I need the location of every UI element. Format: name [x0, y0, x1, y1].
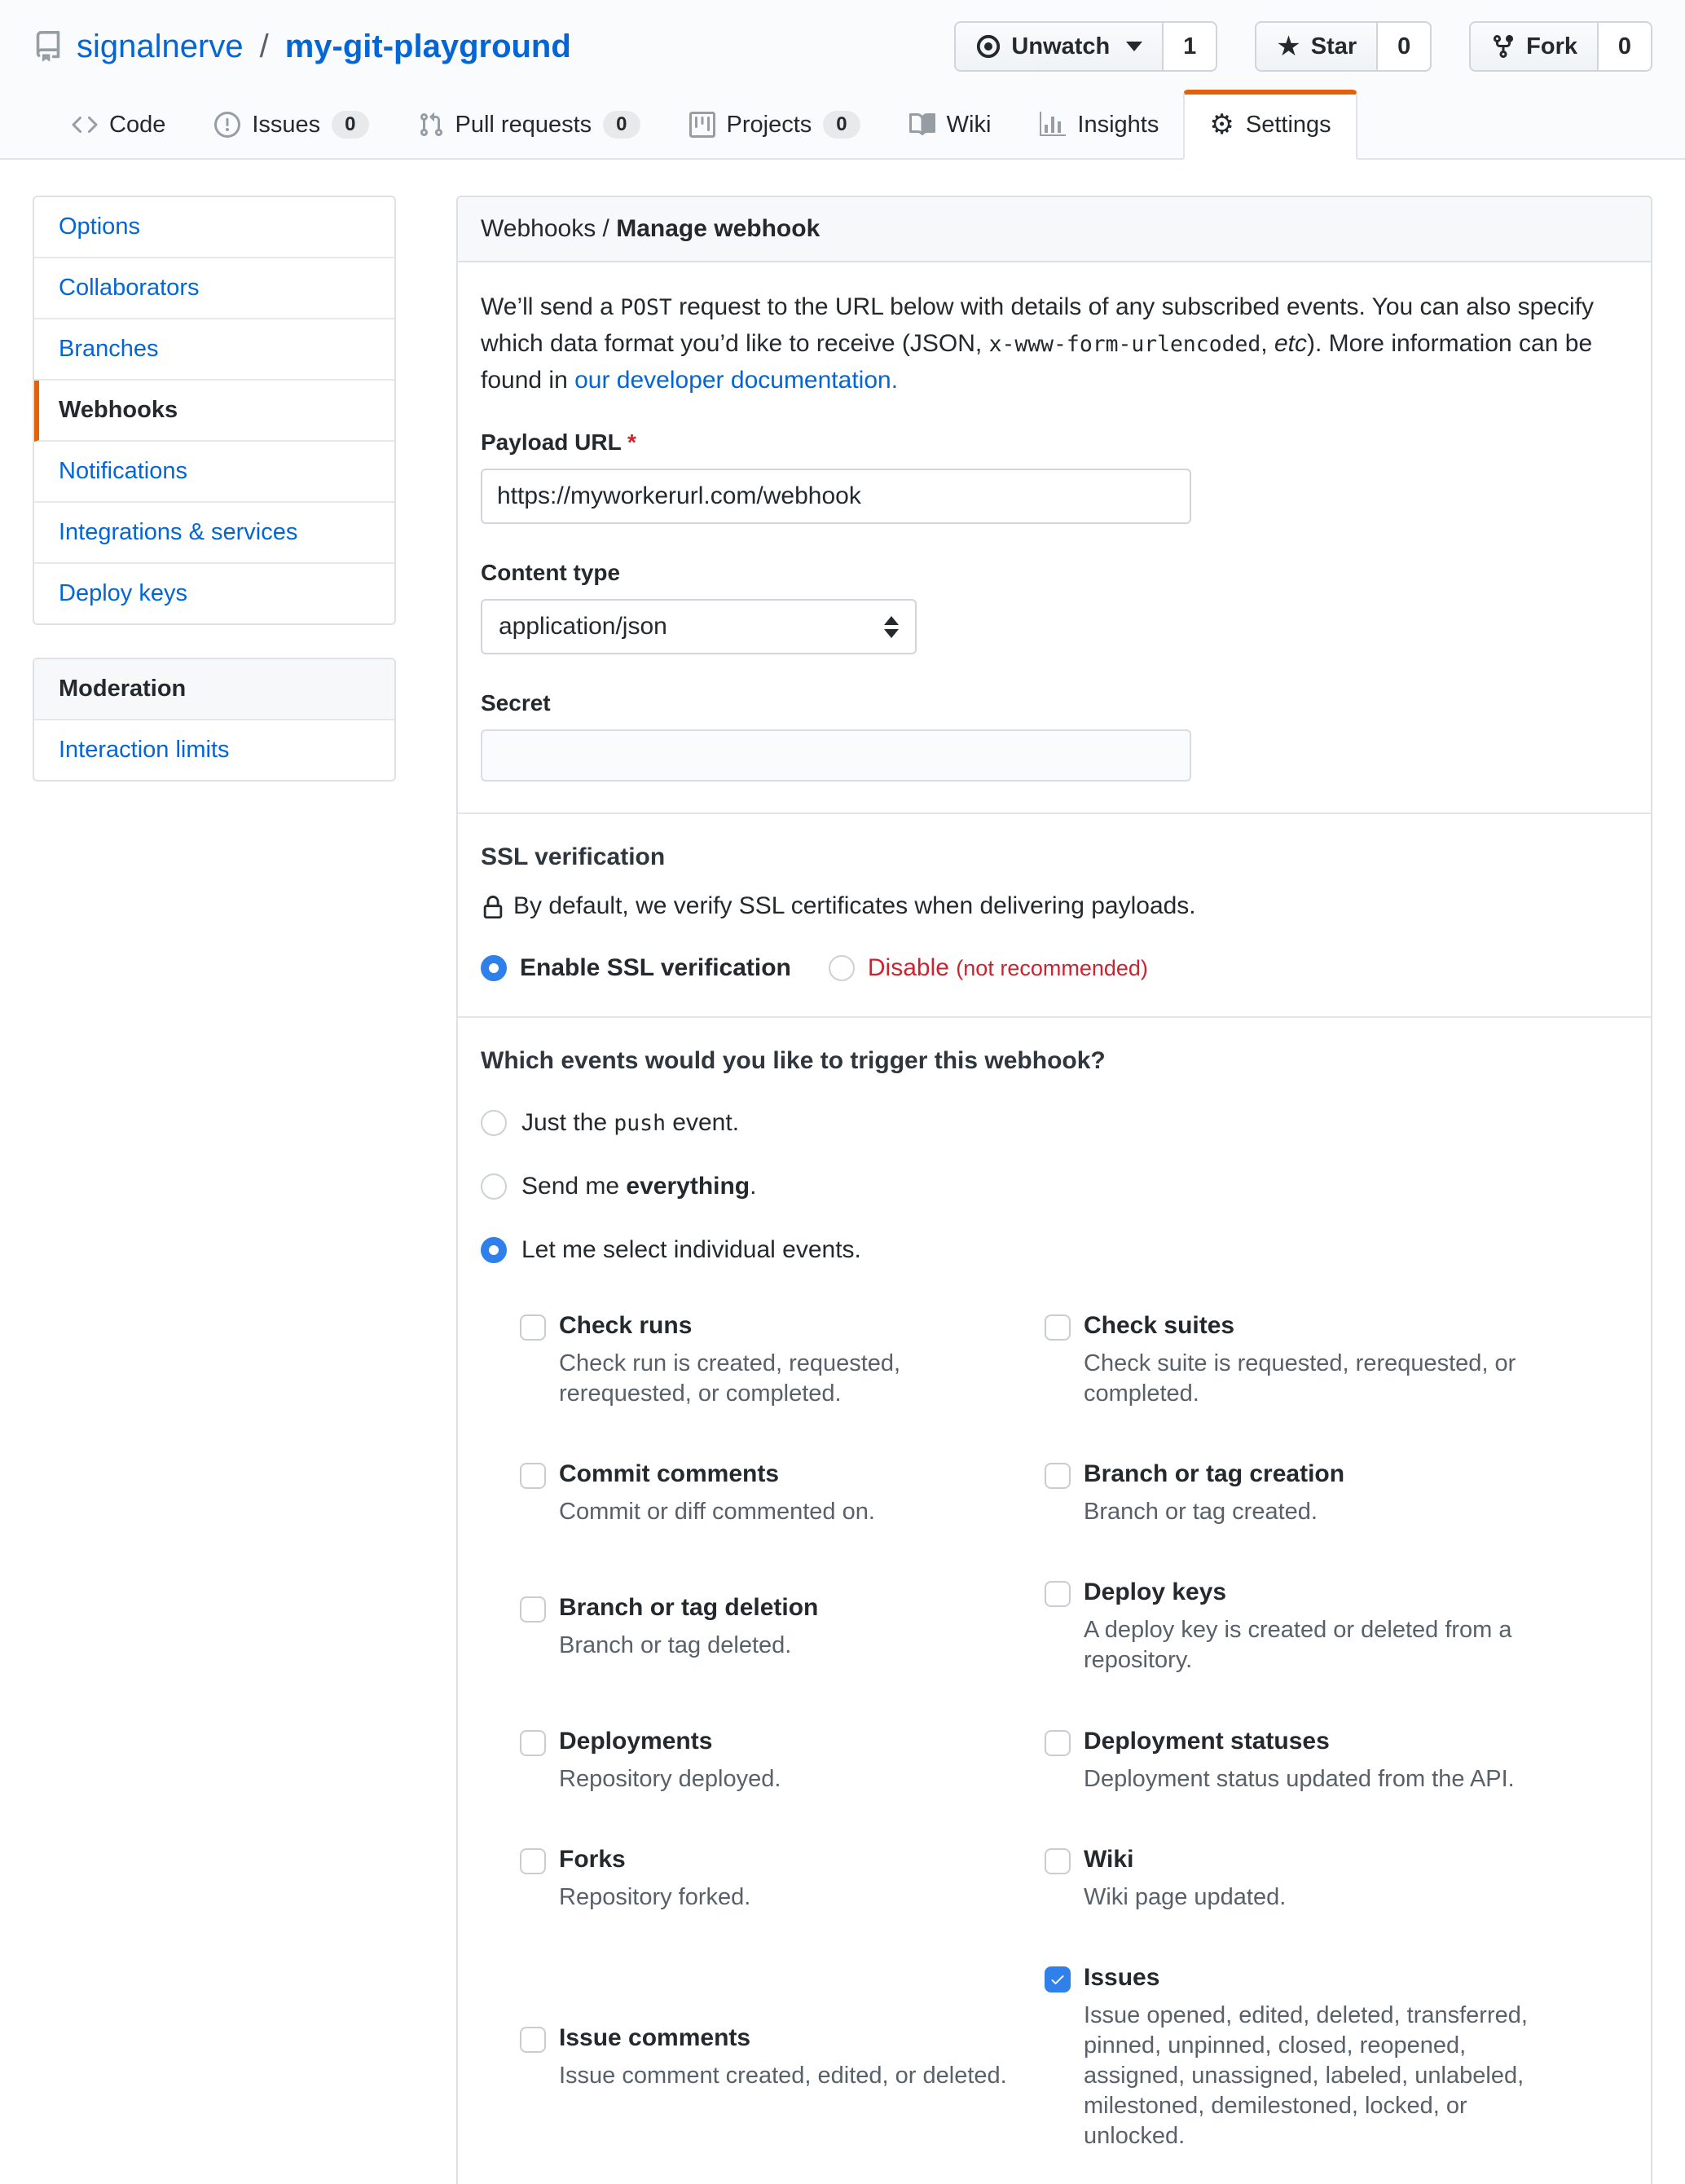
sidebar-item-options[interactable]: Options: [34, 197, 394, 258]
enable-ssl-option: [481, 954, 791, 982]
event-title: Deployments: [559, 1727, 713, 1755]
post-code-text: POST: [620, 295, 672, 320]
pull-requests-counter: 0: [603, 111, 640, 139]
moderation-items: [34, 720, 394, 780]
event-checkbox-deployment-statuses[interactable]: [1045, 1730, 1071, 1756]
secret-label: Secret: [481, 690, 551, 716]
breadcrumb-separator: /: [596, 215, 617, 242]
caret-down-icon: [1126, 42, 1142, 51]
settings-sidebar: [33, 196, 396, 782]
fork-icon: [1490, 33, 1516, 59]
repo-owner-link[interactable]: signalnerve: [77, 28, 244, 64]
project-icon: [689, 112, 715, 138]
event-checkbox-commit-comments[interactable]: [520, 1463, 546, 1489]
fork-count[interactable]: 0: [1599, 21, 1652, 72]
event-item-wiki: [1045, 1845, 1628, 1913]
enable-ssl-label: Enable SSL verification: [520, 954, 791, 981]
projects-counter: 0: [823, 111, 860, 139]
sidebar-item-webhooks[interactable]: Webhooks: [34, 381, 394, 442]
event-description: A deploy key is created or deleted from a repository.: [1084, 1617, 1512, 1674]
unwatch-label: Unwatch: [1011, 33, 1111, 59]
disable-ssl-radio[interactable]: [829, 955, 855, 981]
disable-ssl-option: [829, 954, 1148, 982]
event-checkbox-deploy-keys[interactable]: [1045, 1581, 1071, 1607]
everything-event-option: [481, 1173, 1628, 1200]
event-description: Check suite is requested, rerequested, or completed.: [1084, 1350, 1516, 1407]
event-item-commit-comments: [520, 1460, 1035, 1527]
event-item-forks: [520, 1845, 1035, 1913]
repo-name-link[interactable]: my-git-playground: [284, 28, 571, 64]
disable-ssl-note: (not recommended): [956, 956, 1148, 980]
sidebar-item-interaction-limits[interactable]: Interaction limits: [59, 737, 230, 763]
event-title: Check suites: [1084, 1312, 1235, 1339]
repo-tab-nav: [33, 90, 1652, 158]
tab-issues[interactable]: [190, 90, 393, 158]
sidebar-item-notifications[interactable]: Notifications: [34, 442, 394, 503]
required-asterisk: *: [627, 429, 636, 455]
book-icon: [909, 112, 935, 138]
event-description: Repository deployed.: [559, 1765, 781, 1792]
urlencoded-code-text: x-www-form-urlencoded: [988, 332, 1261, 357]
tab-settings[interactable]: [1183, 90, 1357, 160]
event-title: Branch or tag deletion: [559, 1593, 819, 1621]
repo-path-separator: /: [259, 28, 269, 64]
webhook-events-section: [458, 1016, 1651, 2184]
event-item-check-runs: [520, 1311, 1035, 1409]
event-checkbox-deployments[interactable]: [520, 1730, 546, 1756]
ssl-note-text: By default, we verify SSL certificates when delivering payloads.: [513, 892, 1196, 919]
secret-input[interactable]: [481, 729, 1191, 782]
webhook-form-section: [458, 262, 1651, 812]
watch-button-group: [954, 21, 1217, 72]
event-description: Commit or diff commented on.: [559, 1499, 875, 1526]
push-event-label: Just the push event.: [521, 1109, 740, 1136]
event-item-branch-or-tag-deletion: [520, 1593, 1035, 1661]
event-description: Check run is created, requested, rerequested, or completed.: [559, 1350, 901, 1407]
event-item-branch-or-tag-creation: [1045, 1460, 1628, 1527]
ssl-heading: SSL verification: [481, 843, 666, 870]
event-description: Branch or tag created.: [1084, 1499, 1318, 1526]
star-button[interactable]: [1255, 21, 1378, 72]
content-type-label: Content type: [481, 560, 621, 585]
event-title: Deployment statuses: [1084, 1727, 1330, 1755]
moderation-menu: [33, 658, 396, 782]
event-checkbox-issue-comments[interactable]: [520, 2027, 546, 2053]
event-item-issues: [1045, 1963, 1628, 2152]
individual-events-option: [481, 1236, 1628, 1264]
graph-icon: [1040, 112, 1066, 138]
tab-code[interactable]: [47, 90, 190, 158]
tab-insights-label: Insights: [1077, 111, 1159, 138]
event-item-deploy-keys: [1045, 1578, 1628, 1675]
sidebar-item-deploy-keys[interactable]: Deploy keys: [59, 580, 187, 606]
event-checkbox-branch-or-tag-creation[interactable]: [1045, 1463, 1071, 1489]
repo-icon: [33, 31, 64, 62]
issues-counter: 0: [332, 111, 368, 139]
content-type-field-group: [481, 560, 1628, 654]
payload-url-label: Payload URL *: [481, 429, 636, 455]
event-description: Branch or tag deleted.: [559, 1631, 792, 1658]
event-title: Wiki: [1084, 1845, 1134, 1873]
watch-count[interactable]: 1: [1164, 21, 1217, 72]
event-checkbox-wiki[interactable]: [1045, 1848, 1071, 1874]
tab-wiki-label: Wiki: [946, 111, 992, 138]
event-title: Check runs: [559, 1312, 693, 1339]
code-icon: [72, 112, 98, 138]
tab-projects[interactable]: [665, 90, 885, 158]
developer-documentation-link[interactable]: our developer documentation.: [574, 367, 899, 394]
fork-button-group: [1469, 21, 1652, 72]
event-checkbox-check-suites[interactable]: [1045, 1314, 1071, 1341]
everything-event-label: Send me everything.: [521, 1173, 757, 1200]
repo-title: [33, 29, 571, 65]
gear-icon: ⚙: [1209, 109, 1234, 140]
star-button-group: [1255, 21, 1432, 72]
sidebar-item-collaborators[interactable]: Collaborators: [34, 258, 394, 319]
individual-events-radio[interactable]: [481, 1237, 507, 1263]
event-checkbox-check-runs[interactable]: [520, 1314, 546, 1341]
sidebar-item-branches[interactable]: Branches: [34, 319, 394, 381]
tab-pull-requests-label: Pull requests: [455, 111, 592, 138]
tab-code-label: Code: [109, 111, 166, 138]
push-event-radio[interactable]: [481, 1110, 507, 1136]
event-item-deployment-statuses: [1045, 1727, 1628, 1794]
fork-button[interactable]: [1469, 21, 1599, 72]
repo-actions: [954, 21, 1652, 72]
star-label: Star: [1310, 33, 1357, 59]
push-event-option: [481, 1109, 1628, 1137]
ssl-note: [481, 892, 1628, 920]
breadcrumb: [458, 197, 1651, 262]
settings-menu: [33, 196, 396, 625]
event-item-deployments: [520, 1727, 1035, 1794]
tab-wiki[interactable]: [885, 90, 1016, 158]
event-title: Forks: [559, 1845, 626, 1873]
lock-icon: [481, 896, 505, 920]
event-item-issue-comments: [520, 2023, 1035, 2091]
event-checkbox-branch-or-tag-deletion[interactable]: [520, 1596, 546, 1623]
content-type-selected-value: application/json: [499, 613, 667, 640]
enable-ssl-radio[interactable]: [481, 955, 507, 981]
payload-url-input[interactable]: [481, 469, 1191, 524]
tab-pull-requests[interactable]: [394, 90, 665, 158]
event-title: Branch or tag creation: [1084, 1460, 1345, 1488]
payload-url-field-group: [481, 429, 1628, 524]
events-grid: [520, 1311, 1628, 2151]
event-title: Commit comments: [559, 1460, 780, 1488]
select-caret-icon: [884, 616, 899, 638]
star-icon: ★: [1276, 31, 1301, 62]
webhook-panel: [456, 196, 1652, 2184]
event-description: Repository forked.: [559, 1883, 751, 1910]
git-pull-request-icon: [418, 112, 444, 138]
content-type-select[interactable]: [481, 599, 917, 654]
tab-issues-label: Issues: [252, 111, 321, 138]
star-count[interactable]: 0: [1378, 21, 1432, 72]
tab-insights[interactable]: [1015, 90, 1183, 158]
sidebar-item-integrations-services[interactable]: Integrations & services: [34, 503, 394, 564]
unwatch-button[interactable]: [954, 21, 1164, 72]
everything-event-radio[interactable]: [481, 1173, 507, 1200]
page-header: [0, 0, 1685, 160]
events-heading: Which events would you like to trigger this webhook?: [481, 1047, 1106, 1074]
event-checkbox-forks[interactable]: [520, 1848, 546, 1874]
fork-label: Fork: [1526, 33, 1577, 59]
individual-events-label: Let me select individual events.: [521, 1236, 861, 1263]
moderation-header: Moderation: [34, 659, 394, 720]
event-description: Issue opened, edited, deleted, transferred, pinned, unpinned, closed, reopened, assigned, unassigned, labeled, unlabeled, milestoned, demilestoned, locked, or unlocked.: [1084, 2001, 1528, 2150]
tab-settings-label: Settings: [1245, 111, 1331, 138]
webhook-intro-text: We’ll send a POST request to the URL below with details of any subscribed events. You can also specify which data format you’d like to receive (JSON, x-www-form-urlencoded, etc). More information can be found in our developer documentation.: [481, 293, 1594, 394]
check-icon: [1049, 1971, 1066, 1988]
event-item-check-suites: [1045, 1311, 1628, 1409]
disable-ssl-label: Disable (not recommended): [867, 954, 1148, 981]
breadcrumb-webhooks-link[interactable]: Webhooks: [481, 215, 596, 242]
event-title: Issue comments: [559, 2023, 751, 2051]
event-description: Deployment status updated from the API.: [1084, 1765, 1515, 1792]
event-checkbox-issues[interactable]: [1045, 1966, 1071, 1992]
issue-opened-icon: [214, 112, 240, 138]
webhook-settings-main: [456, 196, 1652, 2184]
event-title: Issues: [1084, 1963, 1160, 1991]
event-description: Wiki page updated.: [1084, 1883, 1287, 1910]
event-title: Deploy keys: [1084, 1579, 1227, 1606]
eye-icon: [975, 33, 1001, 59]
secret-field-group: [481, 690, 1628, 782]
breadcrumb-current: Manage webhook: [616, 215, 821, 242]
event-description: Issue comment created, edited, or deleted.: [559, 2062, 1007, 2089]
tab-projects-label: Projects: [726, 111, 812, 138]
ssl-verification-section: [458, 812, 1651, 1016]
